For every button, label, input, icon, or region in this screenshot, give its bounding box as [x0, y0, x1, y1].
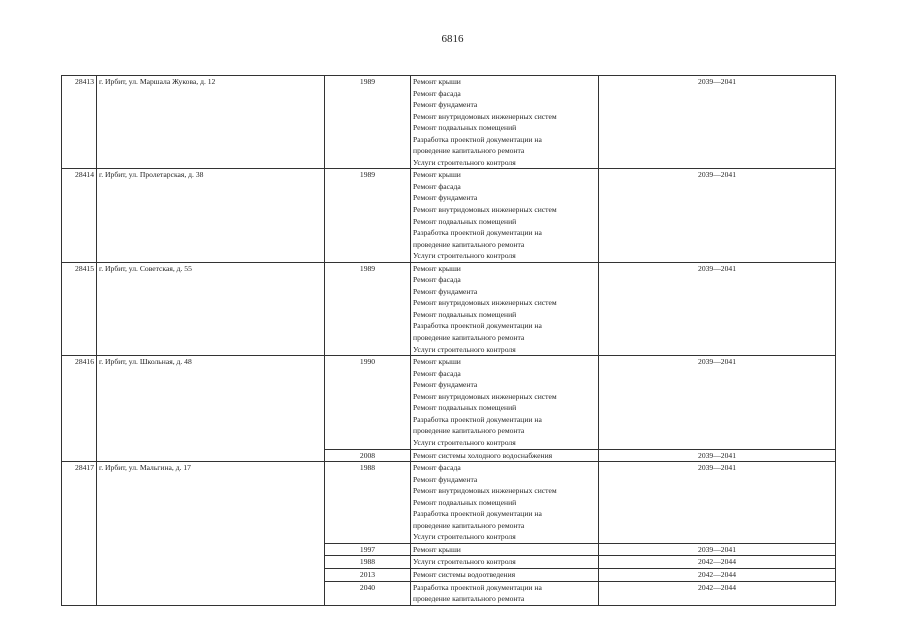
year-cell: 1989	[325, 262, 411, 355]
work-item: Ремонт подвальных помещений	[413, 497, 517, 507]
year-cell: 2008	[325, 449, 411, 462]
work-item: Ремонт внутридомовых инженерных систем	[413, 111, 557, 121]
year-cell: 2013	[325, 568, 411, 581]
work-item: Разработка проектной документации на	[413, 509, 542, 519]
work-item: Ремонт внутридомовых инженерных систем	[413, 298, 557, 308]
period-cell: 2039—2041	[599, 449, 836, 462]
work-item: Ремонт крыши	[413, 77, 461, 86]
period-cell: 2039—2041	[599, 262, 836, 355]
work-item: Услуги строительного контроля	[413, 251, 516, 261]
work-item: проведение капитального ремонта	[413, 239, 525, 249]
work-item: Услуги строительного контроля	[413, 344, 516, 354]
period-cell: 2039—2041	[599, 356, 836, 449]
work-item: Ремонт фундамента	[413, 474, 478, 484]
works-cell	[411, 262, 599, 355]
work-item: Ремонт фундамента	[413, 286, 478, 296]
address-cell: г. Ирбит, ул. Пролетарская, д. 38	[97, 169, 325, 262]
year-cell: 1989	[325, 169, 411, 262]
period-cell: 2042—2044	[599, 581, 836, 605]
work-item: проведение капитального ремонта	[413, 520, 525, 530]
work-item: Ремонт подвальных помещений	[413, 403, 517, 413]
house-id-cell: 28415	[62, 262, 97, 355]
table-row	[62, 169, 836, 262]
page-number: 6816	[441, 33, 464, 45]
work-item: Ремонт фасада	[413, 463, 461, 473]
works-cell	[411, 356, 599, 449]
work-item: Ремонт внутридомовых инженерных систем	[413, 391, 557, 401]
works-cell	[411, 543, 599, 556]
year-cell: 1997	[325, 543, 411, 556]
work-item: Разработка проектной документации на	[413, 582, 542, 592]
work-item: Ремонт внутридомовых инженерных систем	[413, 205, 557, 215]
work-item: Ремонт подвальных помещений	[413, 309, 517, 319]
work-item: Ремонт фундамента	[413, 193, 478, 203]
house-id-cell: 28417	[62, 462, 97, 606]
work-item: Ремонт системы холодного водоснабжения	[413, 450, 553, 460]
table-row	[62, 356, 836, 449]
work-item: проведение капитального ремонта	[413, 594, 525, 604]
work-item: Ремонт фасада	[413, 181, 461, 191]
work-item: Ремонт фасада	[413, 368, 461, 378]
address-cell: г. Ирбит, ул. Мальгина, д. 17	[97, 462, 325, 606]
work-item: проведение капитального ремонта	[413, 146, 525, 156]
period-cell: 2042—2044	[599, 568, 836, 581]
year-cell: 2040	[325, 581, 411, 605]
work-item: Разработка проектной документации на	[413, 321, 542, 331]
work-item: Ремонт крыши	[413, 544, 461, 554]
works-cell	[411, 581, 599, 605]
year-cell: 1988	[325, 556, 411, 569]
year-cell: 1989	[325, 76, 411, 169]
year-cell: 1988	[325, 462, 411, 544]
work-item: Услуги строительного контроля	[413, 437, 516, 447]
house-id-cell: 28416	[62, 356, 97, 462]
house-id-cell: 28413	[62, 76, 97, 169]
table-row	[62, 262, 836, 355]
table-body	[62, 76, 836, 606]
work-item: Ремонт крыши	[413, 170, 461, 180]
period-cell: 2042—2044	[599, 556, 836, 569]
work-item: Ремонт подвальных помещений	[413, 123, 517, 133]
address-cell: г. Ирбит, ул. Школьная, д. 48	[97, 356, 325, 462]
period-cell: 2039—2041	[599, 462, 836, 544]
work-item: проведение капитального ремонта	[413, 426, 525, 436]
work-item: Ремонт фасада	[413, 88, 461, 98]
period-cell: 2039—2041	[599, 169, 836, 262]
period-cell: 2039—2041	[599, 76, 836, 169]
work-item: Ремонт фасада	[413, 275, 461, 285]
work-item: Разработка проектной документации на	[413, 228, 542, 238]
period-cell: 2039—2041	[599, 543, 836, 556]
work-item: Ремонт крыши	[413, 263, 461, 273]
work-item: Разработка проектной документации на	[413, 414, 542, 424]
work-item: проведение капитального ремонта	[413, 333, 525, 343]
table-row	[62, 76, 836, 169]
table-row	[62, 462, 836, 544]
works-cell	[411, 568, 599, 581]
year-cell: 1990	[325, 356, 411, 449]
work-item: Услуги строительного контроля	[413, 532, 516, 542]
work-item: Услуги строительного контроля	[413, 157, 516, 167]
works-cell	[411, 169, 599, 262]
work-item: Ремонт подвальных помещений	[413, 216, 517, 226]
works-cell	[411, 556, 599, 569]
house-id-cell: 28414	[62, 169, 97, 262]
work-item: Ремонт внутридомовых инженерных систем	[413, 486, 557, 496]
work-item: Ремонт фундамента	[413, 100, 478, 110]
capital-repair-table	[61, 75, 836, 606]
work-item: Ремонт фундамента	[413, 380, 478, 390]
address-cell: г. Ирбит, ул. Советская, д. 55	[97, 262, 325, 355]
work-item: Ремонт крыши	[413, 357, 461, 367]
work-item: Услуги строительного контроля	[413, 557, 516, 567]
works-cell	[411, 76, 599, 169]
work-item: Ремонт системы водоотведения	[413, 569, 516, 579]
works-cell	[411, 449, 599, 462]
work-item: Разработка проектной документации на	[413, 134, 542, 144]
address-cell: г. Ирбит, ул. Маршала Жукова, д. 12	[97, 76, 325, 169]
works-cell	[411, 462, 599, 544]
